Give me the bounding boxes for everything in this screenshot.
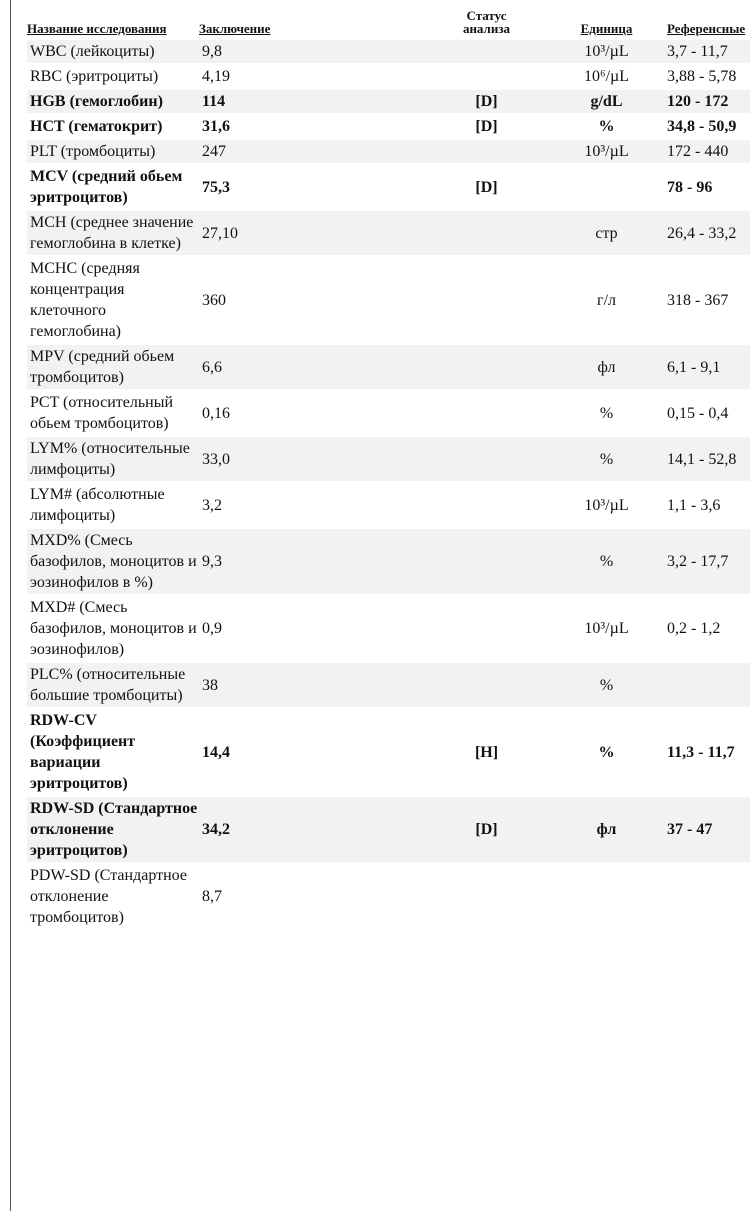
table-row bbox=[27, 797, 750, 862]
cell-unit bbox=[554, 864, 659, 929]
table-row bbox=[27, 529, 750, 594]
table-row bbox=[27, 165, 750, 209]
table-row bbox=[27, 864, 750, 929]
cell-name: LYM% (относительные лимфоциты) bbox=[27, 437, 199, 481]
cell-name: PDW-SD (Стандартное отклонение тромбоцитов) bbox=[30, 867, 187, 926]
header-name: Название исследования bbox=[27, 21, 167, 36]
cell-status bbox=[419, 140, 554, 163]
cell-unit: % bbox=[598, 118, 615, 135]
cell-status bbox=[419, 864, 554, 929]
cell-value: 27,10 bbox=[199, 211, 419, 255]
table-row bbox=[27, 596, 750, 661]
cell-status bbox=[419, 437, 554, 481]
cell-unit: % bbox=[599, 404, 614, 422]
cell-reference: 34,8 - 50,9 bbox=[667, 118, 737, 135]
cell-value: 0,9 bbox=[202, 620, 222, 637]
cell-name: MCH (среднее значение гемоглобина в клетке) bbox=[27, 211, 199, 255]
cell-value: 9,8 bbox=[199, 40, 419, 63]
cell-unit: фл bbox=[554, 345, 659, 389]
cell-unit: стр bbox=[554, 211, 659, 255]
cell-status bbox=[419, 391, 554, 435]
cell-reference: 0,15 - 0,4 bbox=[667, 404, 729, 422]
table-row bbox=[27, 90, 750, 113]
cell-value: 14,4 bbox=[202, 743, 230, 761]
cell-name: RBC (эритроциты) bbox=[30, 68, 159, 85]
cell-name: RDW-SD (Стандартное отклонение эритроцитов) bbox=[27, 797, 199, 862]
cell-unit: 10³/µL bbox=[554, 140, 659, 163]
cell-reference: 3,7 - 11,7 bbox=[659, 40, 750, 63]
cell-status: [H] bbox=[474, 743, 499, 761]
cell-name: HGB (гемоглобин) bbox=[27, 90, 199, 113]
cell-reference: 26,4 - 33,2 bbox=[659, 211, 750, 255]
cell-reference: 318 - 367 bbox=[667, 291, 729, 309]
cell-name: MXD# (Смесь базофилов, моноцитов и эозинофилов) bbox=[30, 599, 197, 658]
cell-status bbox=[419, 483, 554, 527]
cell-name: MCV (средний обьем эритроцитов) bbox=[30, 168, 183, 206]
cell-unit: 10³/µL bbox=[584, 496, 629, 514]
table-row bbox=[27, 437, 750, 481]
cell-unit: % bbox=[598, 743, 615, 761]
cell-unit: 10³/µL bbox=[584, 620, 629, 637]
cell-reference: 1,1 - 3,6 bbox=[667, 496, 721, 514]
cell-value: 75,3 bbox=[202, 178, 230, 196]
table-row bbox=[27, 345, 750, 389]
cell-unit: 10³/µL bbox=[554, 40, 659, 63]
table-row bbox=[27, 709, 750, 795]
cell-reference: 3,2 - 17,7 bbox=[659, 529, 750, 594]
table-row bbox=[27, 140, 750, 163]
results-table bbox=[27, 7, 750, 931]
cell-status bbox=[419, 345, 554, 389]
cell-reference bbox=[659, 663, 750, 707]
cell-value: 31,6 bbox=[202, 118, 230, 135]
cell-name: PCT (относительный обьем тромбоцитов) bbox=[30, 394, 174, 432]
cell-unit bbox=[554, 165, 659, 209]
cell-status bbox=[419, 211, 554, 255]
cell-name: PLT (тромбоциты) bbox=[27, 140, 199, 163]
cell-name: LYM# (абсолютные лимфоциты) bbox=[30, 486, 165, 524]
cell-status: [D] bbox=[475, 178, 498, 196]
table-row bbox=[27, 211, 750, 255]
cell-reference: 11,3 - 11,7 bbox=[667, 743, 735, 761]
cell-name: MCHC (средняя концентрация клеточного гемоглобина) bbox=[30, 260, 140, 340]
cell-value: 38 bbox=[199, 663, 419, 707]
cell-reference bbox=[659, 864, 750, 929]
cell-value: 4,19 bbox=[202, 68, 230, 85]
cell-name: HCT (гематокрит) bbox=[30, 118, 163, 135]
cell-name: WBC (лейкоциты) bbox=[27, 40, 199, 63]
cell-value: 114 bbox=[199, 90, 419, 113]
cell-unit: фл bbox=[554, 797, 659, 862]
table-row bbox=[27, 65, 750, 88]
table-row bbox=[27, 257, 750, 343]
cell-value: 6,6 bbox=[199, 345, 419, 389]
cell-unit: % bbox=[554, 663, 659, 707]
results-table-header bbox=[27, 9, 750, 38]
table-row bbox=[27, 40, 750, 63]
results-table-body bbox=[27, 40, 750, 929]
cell-value: 3,2 bbox=[202, 496, 222, 514]
cell-value: 34,2 bbox=[199, 797, 419, 862]
cell-reference: 120 - 172 bbox=[659, 90, 750, 113]
cell-value: 0,16 bbox=[202, 404, 230, 422]
cell-status bbox=[419, 257, 554, 343]
cell-status: [D] bbox=[419, 797, 554, 862]
cell-value: 247 bbox=[199, 140, 419, 163]
cell-status: [D] bbox=[419, 90, 554, 113]
cell-unit: г/л bbox=[597, 291, 616, 309]
cell-status bbox=[419, 529, 554, 594]
cell-name: MPV (средний обьем тромбоцитов) bbox=[27, 345, 199, 389]
cell-reference: 78 - 96 bbox=[667, 178, 713, 196]
cell-value: 8,7 bbox=[202, 888, 222, 905]
cell-status bbox=[419, 40, 554, 63]
cell-reference: 6,1 - 9,1 bbox=[659, 345, 750, 389]
table-row bbox=[27, 391, 750, 435]
cell-unit: % bbox=[554, 529, 659, 594]
cell-reference: 0,2 - 1,2 bbox=[667, 620, 721, 637]
table-row bbox=[27, 483, 750, 527]
left-margin-rule bbox=[10, 0, 11, 1211]
cell-unit: 10⁶/µL bbox=[583, 68, 629, 85]
cell-name: PLC% (относительные большие тромбоциты) bbox=[27, 663, 199, 707]
cell-status bbox=[419, 663, 554, 707]
cell-status: [D] bbox=[475, 118, 498, 135]
cell-reference: 37 - 47 bbox=[659, 797, 750, 862]
cell-status bbox=[419, 596, 554, 661]
cell-reference: 172 - 440 bbox=[659, 140, 750, 163]
cell-value: 33,0 bbox=[199, 437, 419, 481]
cell-name: MXD% (Смесь базофилов, моноцитов и эозинофилов в %) bbox=[27, 529, 199, 594]
cell-unit: g/dL bbox=[554, 90, 659, 113]
cell-value: 360 bbox=[202, 291, 226, 309]
cell-name: RDW-CV (Коэффициент вариации эритроцитов) bbox=[30, 712, 136, 792]
header-reference: Референсные bbox=[667, 21, 746, 36]
header-conclusion: Заключение bbox=[199, 21, 271, 36]
cell-reference: 3,88 - 5,78 bbox=[667, 68, 737, 85]
header-status: Статус анализа bbox=[462, 8, 511, 36]
table-row bbox=[27, 115, 750, 138]
table-row bbox=[27, 663, 750, 707]
cell-value: 9,3 bbox=[199, 529, 419, 594]
header-unit: Единица bbox=[580, 21, 633, 36]
cell-reference: 14,1 - 52,8 bbox=[659, 437, 750, 481]
cell-status bbox=[419, 65, 554, 88]
cell-unit: % bbox=[554, 437, 659, 481]
